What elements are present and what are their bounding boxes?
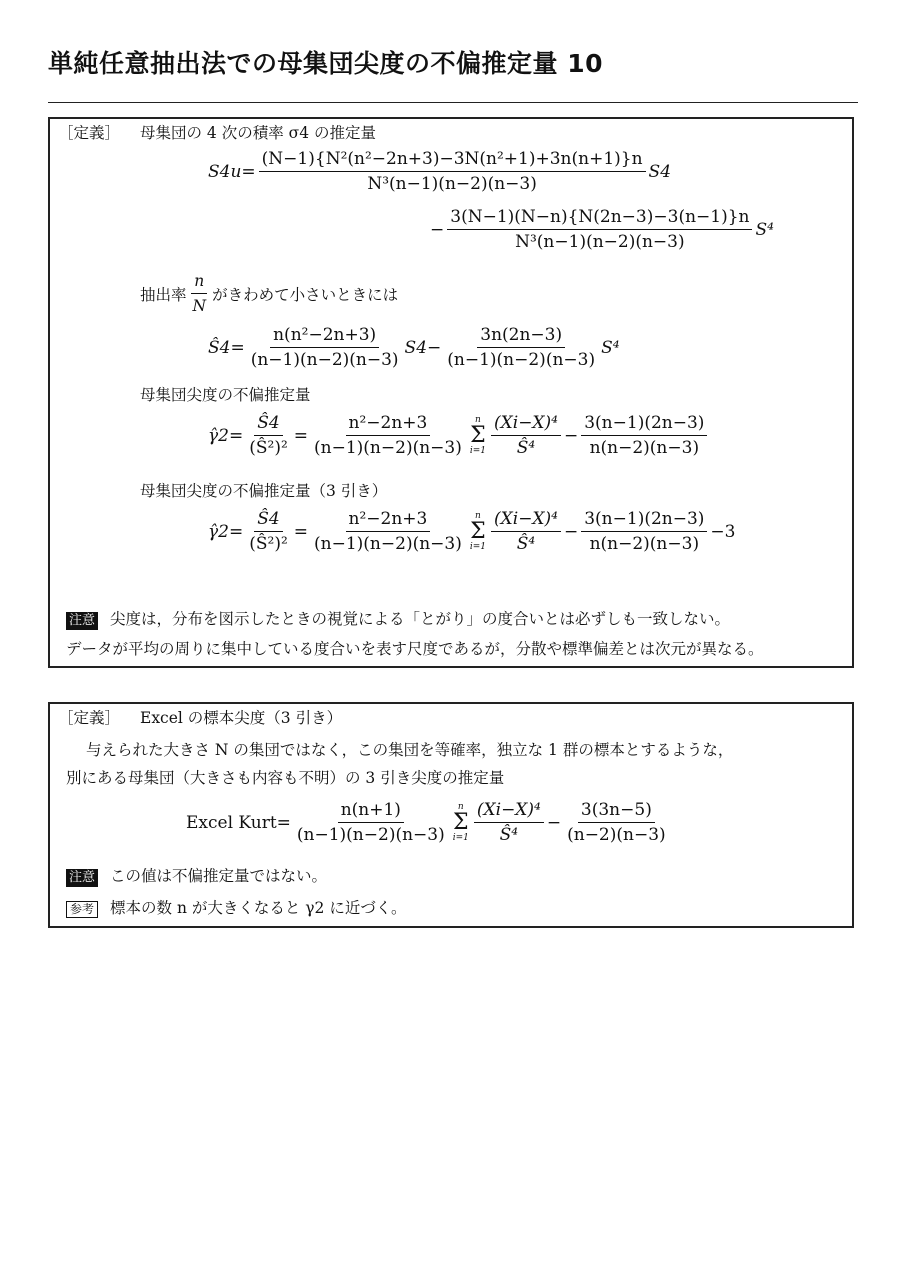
eq3-f2-denominator: (n−1)(n−2)(n−3) — [314, 438, 462, 458]
eq2-tail: S⁴ — [601, 337, 620, 358]
page-title: 単純任意抽出法での母集団尖度の不偏推定量 10 — [48, 49, 603, 78]
eq1b-tail: S⁴ — [755, 219, 774, 240]
condition-prefix: 抽出率 — [140, 285, 187, 304]
sum-upper-limit: n — [475, 510, 481, 521]
eq4-fraction-2 — [311, 509, 465, 554]
sum-upper-limit: n — [457, 801, 464, 812]
definition-heading: 母集団の 4 次の積率 σ4 の推定量 — [140, 124, 377, 142]
sampling-ratio-fraction — [190, 271, 210, 316]
condition-line — [140, 271, 398, 316]
eq4-lhs: γ̂2 — [208, 521, 229, 542]
excel-f3-numerator: 3(3n−5) — [578, 800, 655, 823]
excel-f2-numerator: (Xi−X)⁴ — [474, 800, 544, 823]
label-unbiased-kurtosis: 母集団尖度の不偏推定量 — [140, 386, 311, 404]
definition-box-excel-kurt — [48, 702, 854, 928]
eq4-tail: −3 — [710, 521, 736, 542]
label-unbiased-kurtosis-minus3: 母集団尖度の不偏推定量（3 引き） — [140, 482, 388, 500]
definition-heading: Excel の標本尖度（3 引き） — [140, 709, 343, 727]
eq2-fraction-2 — [444, 325, 598, 370]
eq2-denominator-1: (n−1)(n−2)(n−3) — [250, 350, 399, 370]
eq3-f1-denominator: (Ŝ²)² — [249, 438, 288, 458]
eq2-numerator-1: n(n²−2n+3) — [270, 325, 379, 348]
excel-fraction-2 — [474, 800, 544, 845]
definition-tag: ［定義］ — [58, 709, 121, 727]
eq4-f3-denominator: Ŝ⁴ — [516, 534, 536, 554]
sum-lower-limit: i=1 — [469, 541, 487, 552]
eq4-f1-denominator: (Ŝ²)² — [249, 534, 288, 554]
eq4-f3-numerator: (Xi−X)⁴ — [491, 509, 561, 532]
eq4-fraction-1 — [246, 509, 291, 554]
eq3-fraction-3 — [491, 413, 561, 458]
eq2-denominator-2: (n−1)(n−2)(n−3) — [447, 350, 596, 370]
note-badge: 注意 — [66, 612, 98, 630]
definition-tag: ［定義］ — [58, 124, 121, 142]
note-badge: 注意 — [66, 869, 98, 887]
eq1-fraction — [259, 149, 646, 194]
definition-box-kurtosis — [48, 117, 854, 668]
eq4-f4-numerator: 3(n−1)(2n−3) — [581, 509, 707, 532]
equation-s4u: S4u = $\frac{\text{(N−1)\{N²(n²−2n+3)−3N(n²+1)+3n(n+1)\}n}}{\text{N³(n−1)(n−2)(n−3)}}$ S4 — [208, 149, 672, 194]
eq4-f2-numerator: n²−2n+3 — [346, 509, 431, 532]
eq3-f3-numerator: (Xi−X)⁴ — [491, 413, 561, 436]
reference-badge: 参考 — [66, 901, 98, 918]
eq3-fraction-4 — [581, 413, 707, 458]
eq3-f3-denominator: Ŝ⁴ — [516, 438, 536, 458]
ratio-denominator: N — [192, 297, 207, 315]
eq2-lhs: Ŝ4 — [208, 337, 231, 358]
equation-s4-hat: Ŝ4 = $\frac{\text{n(n²−2n+3)}}{(n-1)(n-2)(n-3)}$ S4 − $\frac{3n(2n-3)}{(n-1)(n-2)(n-3)}$ S⁴ — [208, 325, 620, 370]
eq4-f4-denominator: n(n−2)(n−3) — [589, 534, 700, 554]
eq2-mid: S4 — [404, 337, 428, 358]
eq3-f2-numerator: n²−2n+3 — [346, 413, 431, 436]
sum-lower-limit: i=1 — [452, 832, 469, 843]
sum-lower-limit: i=1 — [469, 445, 487, 456]
note-text-1: 尖度は，分布を図示したときの視覚による「とがり」の度合いとは必ずしも一致しない。 — [110, 610, 731, 628]
sum-upper-limit: n — [475, 414, 481, 425]
reference-text: 標本の数 n が大きくなると γ2 に近づく。 — [110, 899, 407, 917]
excel-f1-numerator: n(n+1) — [338, 800, 404, 823]
title-rule — [48, 102, 858, 103]
eq2-fraction-1 — [248, 325, 402, 370]
eq3-fraction-1 — [246, 413, 291, 458]
excel-fraction-1 — [294, 800, 448, 845]
equation-excel-kurt: Excel Kurt = $\frac{n(n+1)}{(n-1)(n-2)(n-3)}$ n Σ i=1 $\frac{\text{(Xi−X)⁴}}{\text{Ŝ⁴}}$ − $\frac{3(3n-5)}{(n-2)(n-3)}$ — [186, 800, 672, 845]
eq3-f4-numerator: 3(n−1)(2n−3) — [581, 413, 707, 436]
eq3-fraction-2 — [311, 413, 465, 458]
equation-s4u-second-term: − $\frac{3(N-1)(N-n)\{N(2n-3)-3(n-1)\}n}{\text{N³(n−1)(n−2)(n−3)}}$ S⁴ — [430, 207, 774, 252]
eq1b-fraction — [447, 207, 752, 252]
summation-symbol: n Σ i=1 — [469, 414, 487, 456]
equation-gamma2-hat: γ̂2 = $\frac{Ŝ4}{\text{(Ŝ²)²}}$ = $\frac{\text{n²−2n+3}}{(n-1)(n-2)(n-3)}$ n Σ i=1 $\frac{\text{(Xi−X)⁴}}{\text{Ŝ⁴}}$ − $\frac{3(n-1)(2n-3)}{n(n-2)(n-3)}$ — [208, 413, 710, 458]
summation-symbol: n Σ i=1 — [452, 801, 469, 843]
eq4-f1-numerator: Ŝ4 — [254, 509, 282, 532]
eq3-f1-numerator: Ŝ4 — [254, 413, 282, 436]
eq3-lhs: γ̂2 — [208, 425, 229, 446]
note-text: この値は不偏推定量ではない。 — [110, 867, 328, 885]
equation-gamma2-hat-minus3: γ̂2 = $\frac{Ŝ4}{\text{(Ŝ²)²}}$ = $\frac{\text{n²−2n+3}}{(n-1)(n-2)(n-3)}$ n Σ i=1 $\frac{\text{(Xi−X)⁴}}{\text{Ŝ⁴}}$ − $\frac{3(n-1)(2n-3)}{n(n-2)(n-3)}$ −3 — [208, 509, 736, 554]
eq3-f4-denominator: n(n−2)(n−3) — [589, 438, 700, 458]
excel-kurt-lhs: Excel Kurt — [186, 812, 277, 833]
eq4-fraction-3 — [491, 509, 561, 554]
eq4-fraction-4 — [581, 509, 707, 554]
eq1-lhs: S4u — [208, 161, 242, 182]
eq4-f2-denominator: (n−1)(n−2)(n−3) — [314, 534, 462, 554]
note-line — [66, 864, 327, 887]
eq1-denominator: N³(n−1)(n−2)(n−3) — [367, 174, 537, 194]
eq2-numerator-2: 3n(2n−3) — [477, 325, 565, 348]
excel-f2-denominator: Ŝ⁴ — [499, 825, 519, 845]
summation-symbol: n Σ i=1 — [469, 510, 487, 552]
note-line-2: データが平均の周りに集中している度合いを表す尺度であるが，分散や標準偏差とは次元が異なる。 — [66, 640, 764, 658]
paragraph-line-1: 与えられた大きさ N の集団ではなく，この集団を等確率，独立な 1 群の標本とするような， — [86, 741, 734, 759]
paragraph-line-2: 別にある母集団（大きさも内容も不明）の 3 引き尖度の推定量 — [66, 769, 505, 787]
eq1-numerator: (N−1){N²(n²−2n+3)−3N(n²+1)+3n(n+1)}n — [259, 149, 646, 172]
eq1b-numerator: 3(N−1)(N−n){N(2n−3)−3(n−1)}n — [447, 207, 752, 230]
excel-f3-denominator: (n−2)(n−3) — [567, 825, 666, 845]
eq1-tail: S4 — [648, 161, 672, 182]
excel-fraction-3 — [564, 800, 669, 845]
excel-f1-denominator: (n−1)(n−2)(n−3) — [296, 825, 445, 845]
ratio-numerator: n — [191, 271, 207, 294]
note-line-1 — [66, 607, 730, 630]
condition-suffix: がきわめて小さいときには — [212, 285, 399, 304]
reference-line — [66, 896, 407, 918]
eq1b-denominator: N³(n−1)(n−2)(n−3) — [515, 232, 685, 252]
